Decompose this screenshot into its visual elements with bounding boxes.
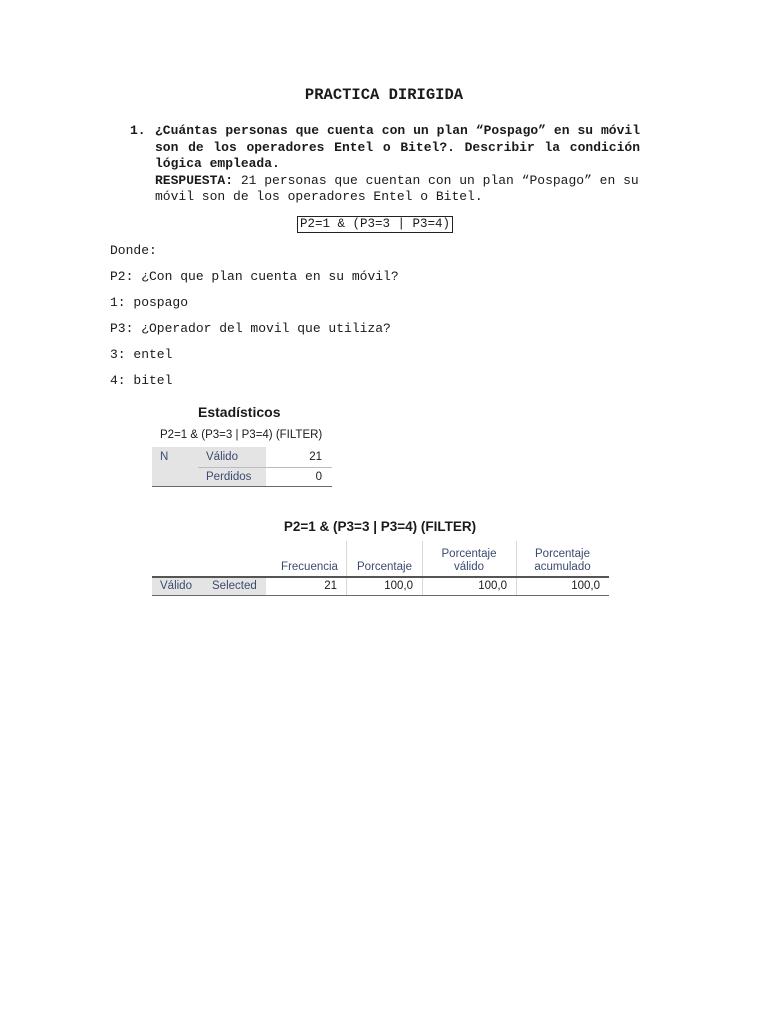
definition-line: 1: pospago	[110, 295, 189, 310]
freq-cell: 100,0	[478, 580, 507, 592]
answer-text: 21 personas que cuentan con un plan “Pospago” en su móvil son de los operadores Entel o Bitel.	[155, 172, 639, 204]
freq-col-header: Porcentaje válido	[441, 548, 497, 573]
stats-table-subtitle: P2=1 & (P3=3 | P3=4) (FILTER)	[160, 429, 323, 441]
freq-col-header: Frecuencia	[281, 561, 338, 573]
stats-table-title: Estadísticos	[198, 404, 281, 420]
stats-row-label: Válido	[198, 447, 266, 467]
table-divider	[198, 467, 332, 468]
column-divider	[516, 578, 517, 596]
table-bottom-border	[152, 486, 332, 487]
freq-col-header: Porcentaje acumulado	[534, 548, 591, 573]
column-divider	[422, 578, 423, 596]
freq-cell: 21	[324, 580, 337, 592]
freq-cell: 100,0	[384, 580, 413, 592]
filter-formula-box: P2=1 & (P3=3 | P3=4)	[297, 216, 453, 233]
answer-label: RESPUESTA:	[155, 172, 234, 188]
definitions-list	[110, 243, 399, 399]
table-bottom-border	[152, 595, 609, 596]
definition-line: 4: bitel	[110, 373, 173, 388]
column-divider	[422, 541, 423, 577]
column-divider	[516, 541, 517, 577]
page-title: PRACTICA DIRIGIDA	[304, 86, 464, 104]
stats-row-value: 21	[309, 451, 322, 463]
freq-row-group: Válido	[152, 578, 204, 595]
stats-row-label: Perdidos	[198, 467, 266, 487]
stats-table	[152, 447, 332, 487]
question-answer	[155, 173, 640, 206]
freq-col-header: Porcentaje	[357, 561, 412, 573]
definition-line: Donde:	[110, 243, 157, 258]
question-text: ¿Cuántas personas que cuenta con un plan “Pospago” en su móvil son de los operadores Entel o Bitel?. Describir la condición lógica empleada.	[155, 123, 640, 171]
definition-line: P3: ¿Operador del movil que utiliza?	[110, 321, 391, 336]
definition-line: P2: ¿Con que plan cuenta en su móvil?	[110, 269, 399, 284]
freq-table-title: P2=1 & (P3=3 | P3=4) (FILTER)	[283, 519, 477, 534]
column-divider	[346, 578, 347, 596]
definition-line: 3: entel	[110, 347, 173, 362]
stats-row-header: N	[152, 447, 198, 487]
freq-cell: 100,0	[571, 580, 600, 592]
column-divider	[346, 541, 347, 577]
stats-row-value: 0	[315, 471, 322, 483]
freq-table	[152, 541, 609, 597]
freq-row-label: Selected	[204, 578, 266, 595]
question-number: 1.	[130, 123, 146, 138]
